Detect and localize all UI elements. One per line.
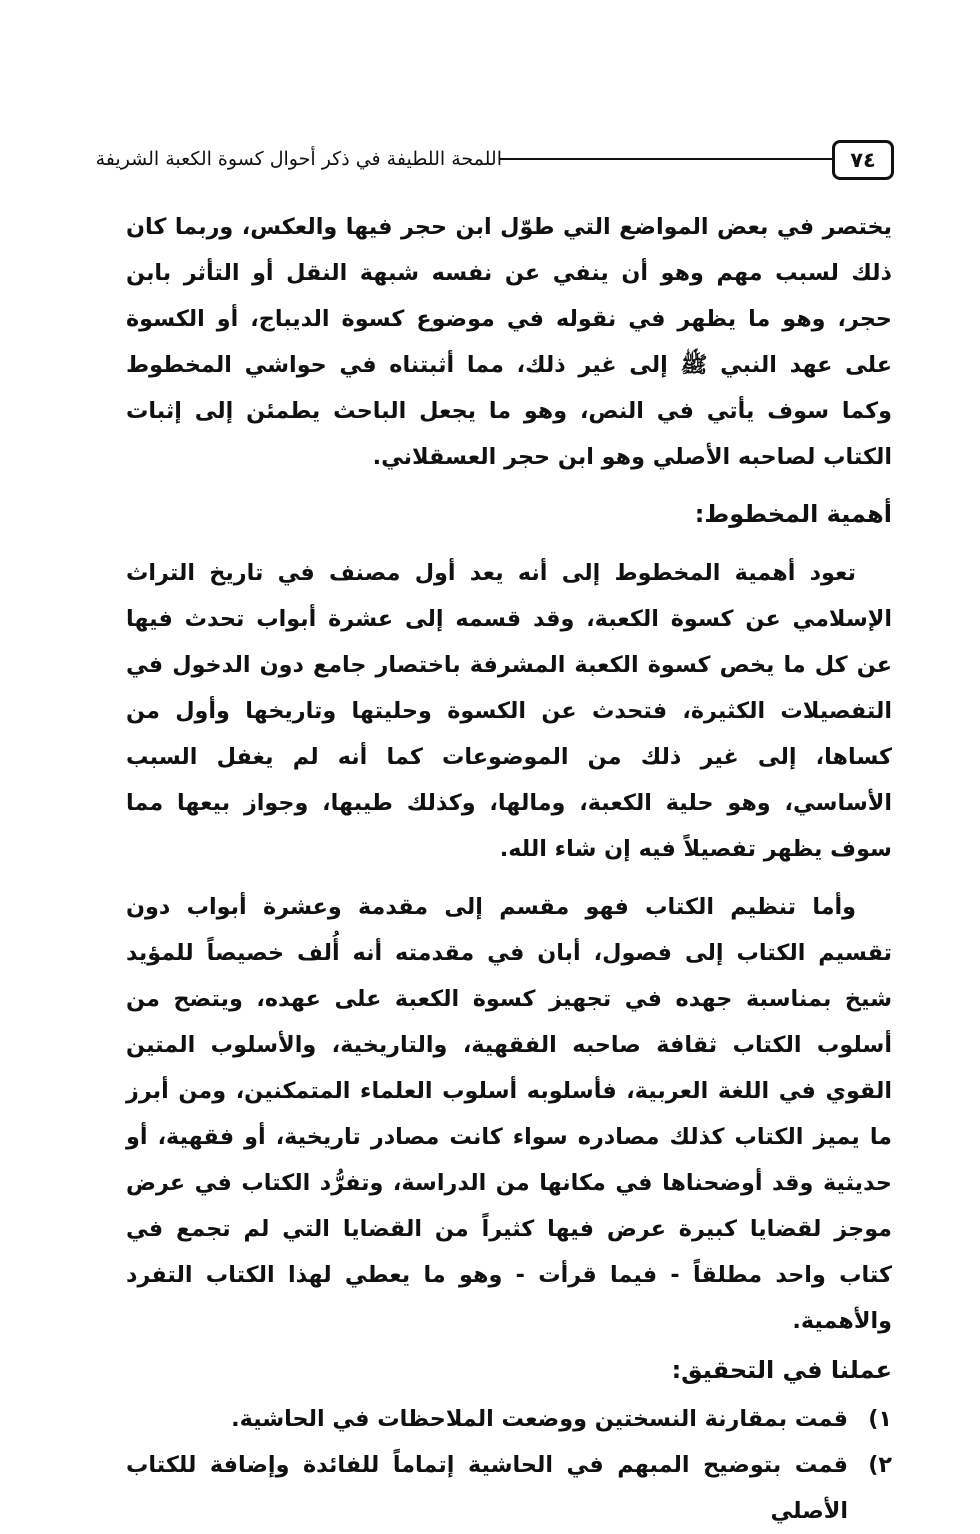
paragraph-importance: تعود أهمية المخطوط إلى أنه يعد أول مصنف في تاريخ التراث الإسلامي عن كسوة الكعبة، وقد قسمه إلى عشرة أبواب تحدث فيها عن كل ما يخص كسوة الكعبة المشرفة باختصار جامع دون الدخول في التفصيلات الكثيرة، فتحدث عن الكسوة وحليتها وتاريخها وأول من كساها، إلى غير ذلك من الموضوعات كما أنه لم يغفل السبب الأساسي، وهو حلية الكعبة، ومالها، وكذلك طيبها، وجواز بيعها مما سوف يظهر تفصيلاً فيه إن شاء الله. <box>126 560 892 862</box>
list-text: قمت بتوضيح المبهم في الحاشية إتماماً للفائدة وإضافة للكتاب الأصلي <box>126 1452 848 1524</box>
page-number: ٧٤ <box>832 140 894 180</box>
page-body <box>126 204 892 1534</box>
running-title: اللمحة اللطيفة في ذكر أحوال كسوة الكعبة الشريفة <box>95 148 502 170</box>
intro-paragraph: يختصر في بعض المواضع التي طوّل ابن حجر فيها والعكس، وربما كان ذلك لسبب مهم وهو أن ينفي عن نفسه شبهة النقل أو التأثر بابن حجر، وهو ما يظهر في نقوله في موضوع كسوة الديباج، أو الكسوة على عهد النبي ﷺ إلى غير ذلك، مما أثبتناه في حواشي المخطوط وكما سوف يأتي في النص، وهو ما يجعل الباحث يطمئن إلى إثبات الكتاب لصاحبه الأصلي وهو ابن حجر العسقلاني. <box>126 214 892 470</box>
paragraph-gap <box>126 872 892 884</box>
section-heading-our-work: عملنا في التحقيق: <box>671 1356 892 1384</box>
section-heading-importance: أهمية المخطوط: <box>694 500 892 528</box>
list-text: قمت بمقارنة النسختين ووضعت الملاحظات في الحاشية. <box>231 1406 848 1432</box>
list-item <box>126 1396 892 1442</box>
paragraph-organization: وأما تنظيم الكتاب فهو مقسم إلى مقدمة وعشرة أبواب دون تقسيم الكتاب إلى فصول، أبان في مقدمته أنه أُلف خصيصاً للمؤيد شيخ بمناسبة جهده في تجهيز كسوة الكعبة على عهده، ويتضح من أسلوب الكتاب ثقافة صاحبه الفقهية، والتاريخية، والأسلوب المتين القوي في اللغة العربية، فأسلوبه أسلوب العلماء المتمكنين، ومن أبرز ما يميز الكتاب كذلك مصادره سواء كانت مصادر تاريخية، أو فقهية، أو حديثية وقد أوضحناها في مكانها من الدراسة، وتفرُّد الكتاب في عرض موجز لقضايا كبيرة عرض فيها كثيراً من القضايا التي لم تجمع في كتاب واحد مطلقاً - فيما قرأت - وهو ما يعطي لهذا الكتاب التفرد والأهمية. <box>126 894 892 1334</box>
list-number: ٢) <box>868 1452 892 1478</box>
list-number: ١) <box>868 1406 892 1432</box>
list-item <box>126 1442 892 1534</box>
header-rule <box>500 158 832 160</box>
page-header <box>95 140 894 186</box>
